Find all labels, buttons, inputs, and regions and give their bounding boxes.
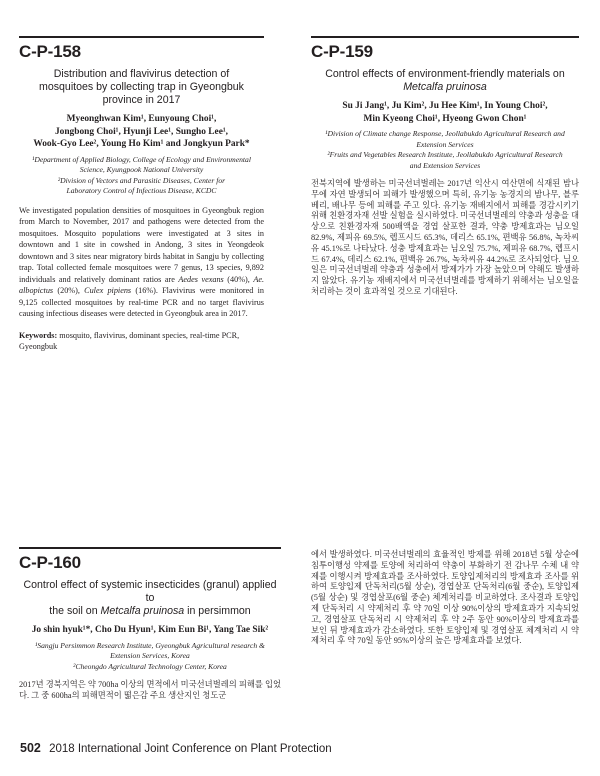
abstract-body: 2017년 경북지역은 약 700ha 이상의 면적에서 미국선녀벌레의 피해를 입었다. 그 중 600ha의 피해면적이 떫은감 주요 생산지인 청도군 xyxy=(19,680,281,700)
abstract-code: C-P-160 xyxy=(19,553,81,572)
affiliation: ¹Sangju Persimmon Research Institute, Gyeongbuk Agricultural research & Extension Services, Korea xyxy=(35,640,265,660)
author-line: Min Kyeong Choi¹, Hyeong Gwon Chon¹ xyxy=(363,113,527,124)
abstract-body: 전북지역에 발생하는 미국선녀벌레는 2017년 익산시 여산면에 식재된 밤나무에 자연 발생되어 피해가 발생했으며 특히, 유기농 농경지의 밤나무, 블루베리, 배나무 등에 피해를 주고 있다. 유기농 재배지에서 피해를 경감시키기 위해 친환경자재 선발 실험을 실시하였다. 미국선녀벌레의 약충과 성충을 대상으로 친환경자재 500배액을 경엽 살포한 결과, 약충 방제효과는 님오일 82.9%, 제피유 69.5%, 렙프시드 65.3%, 데리스 65.1%, 편백유 56.8%, 녹차씨유 45.1%로 나타났다. 성충 방제효과는 님오일 75.7%, 제피유 68.7%, 렙프시드 67.4%, 데리스 62.1%, 편백유 26.7%, 녹차씨유 44.2%로 조사되었다. 님오일은 미국선녀벌레 약충과 성충에서 방제가가 가장 높았으며 약해도 발생하지 않았다. 유기농 재배지에서 미국선녀벌레를 방제하기 위해서는 님오일을 처리하는 것이 효과적일 것으로 기대된다. xyxy=(311,179,579,296)
abstract-body: We investigated population densities of mosquitoes in Gyeongbuk region from March to November, 2017 and pathogens were detected from the mosquitoes. Mosquito populations were investigated at 3 sites in downtown and 1 site in cowshed in Andong, 3 sites in Yeongdeok downtown and 3 sites near migratory birds habitat in Sangju by collecting trap. Total collected female mosquitoes were 7 genus, 13 species, 9,892 individuals and relatively dominant ratios are Aedes vexans (40%), Ae. albopictus (20%), Culex pipiens (16%). Flavivirus were monitored in 9,125 collected mosquitoes by real-time PCR and no target flavivirus causing infectious diseases were detected in Gyeongbuk area in 2017. xyxy=(19,205,264,318)
keywords xyxy=(19,330,264,353)
abstract-title: Distribution and flavivirus detection of mosquitoes by collecting trap in Gyeongbuk province in 2017 xyxy=(39,68,244,106)
section-rule xyxy=(19,547,281,549)
section-rule xyxy=(19,36,264,38)
affiliation: ²Fruits and Vegetables Research Institute, Jeollabukdo Agricultural Research and Extension Services xyxy=(327,150,563,170)
page-number: 502 xyxy=(20,741,41,755)
author-line: Su Ji Jang¹, Ju Kim², Ju Hee Kim¹, In Young Choi², xyxy=(342,101,548,111)
abstract-title: Control effects of environment-friendly materials on Metcalfa pruinosa xyxy=(325,68,565,93)
affiliation: ¹Division of Climate change Response, Jeollabukdo Agricultural Research and Extension Services xyxy=(325,129,565,149)
author-line: Wook-Gyo Lee², Young Ho Kim¹ and Jongkyun Park* xyxy=(33,139,250,149)
affiliation: ²Cheongdo Agricultural Technology Center, Korea xyxy=(73,661,227,671)
section-rule xyxy=(311,36,579,38)
keywords-text: mosquito, flavivirus, dominant species, real-time PCR, Gyeongbuk xyxy=(19,330,240,351)
abstract-body: 에서 발생하였다. 미국선녀벌레의 효율적인 방제를 위해 2018년 5월 상순에 침투이행성 약제를 토양에 처리하여 약충이 부화하기 전 감나무 수체 내 약제를 이행시켜 방제효과를 조사하였다. 토양입제처리의 방제효과 조사를 위하여 토양입제 단독처리(5월 상순), 경엽살포 단독처리(6월 중순), 토양입제(5월 상순) 및 경엽살포(6월 중순) 체계처리를 비교하였다. 조사결과 토양입제 단독처리 시 약제처리 후 약 70일 이상 90%이상의 방제효과가 지속되었고, 경엽살포 단독처리 시 약제처리 후 약 2주 동안 90%이상의 방제효과를 보인 뒤 방제효과가 감소하였다. 또한 토양입제 및 경엽살포 체계처리 시 약제처리 후 약 70일 동안 95%이상의 높은 방제효과를 보였다. xyxy=(311,550,579,646)
abstract-cp160-continued xyxy=(311,550,579,647)
author-line: Jongbong Choi¹, Hyunji Lee¹, Sungho Lee¹, xyxy=(54,126,229,137)
abstract-cp159 xyxy=(311,36,579,298)
author-list xyxy=(19,113,264,151)
author-line: Jo shin hyuk¹*, Cho Du Hyun¹, Kim Eun Bi¹, Yang Tae Sik² xyxy=(31,625,269,635)
abstract-cp160 xyxy=(19,547,281,702)
affiliations xyxy=(19,155,264,197)
author-line: Myeonghwan Kim¹, Eunyoung Choi¹, xyxy=(66,114,217,124)
abstract-code: C-P-158 xyxy=(19,42,81,61)
abstract-cp158 xyxy=(19,36,264,353)
author-list xyxy=(19,624,281,637)
page-footer xyxy=(20,741,332,755)
conference-name: 2018 International Joint Conference on Plant Protection xyxy=(49,743,332,755)
affiliation: ²Division of Vectors and Parasitic Diseases, Center for Laboratory Control of Infectious Disease, KCDC xyxy=(57,175,226,195)
abstract-code: C-P-159 xyxy=(311,42,373,61)
keywords-label: Keywords: xyxy=(19,330,58,340)
affiliations xyxy=(19,641,281,673)
abstract-title: Control effect of systemic insecticides (granul) applied to the soil on Metcalfa pruinosa in persimmon xyxy=(23,579,277,617)
affiliation: ¹Department of Applied Biology, College of Ecology and Environmental Science, Kyungpook National University xyxy=(32,154,251,174)
author-list xyxy=(311,100,579,125)
affiliations xyxy=(311,129,579,171)
